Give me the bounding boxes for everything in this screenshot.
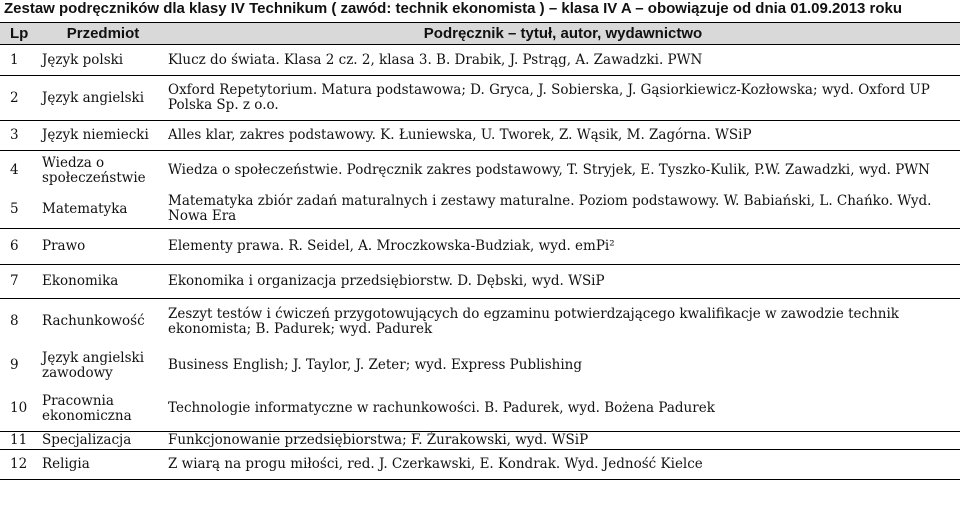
table-row	[0, 45, 960, 76]
row-subject: Wiedza o społeczeństwie	[42, 151, 166, 191]
table-row	[0, 121, 960, 151]
row-subject: Ekonomika	[42, 265, 166, 299]
row-subject: Język angielski	[42, 76, 166, 121]
row-book: Z wiarą na progu miłości, red. J. Czerkawski, E. Kondrak. Wyd. Jedność Kielce	[166, 450, 960, 480]
row-lp: 1	[0, 45, 42, 76]
row-lp: 6	[0, 229, 42, 265]
row-subject: Język angielski zawodowy	[42, 349, 145, 381]
row-book: Matematyka zbiór zadań maturalnych i zestawy maturalne. Poziom podstawowy. W. Babiański, L. Chańko. Wyd. Nowa Era	[166, 191, 960, 229]
row-subject: Język polski	[42, 45, 166, 76]
table-row	[0, 151, 960, 191]
row-lp: 4	[0, 151, 42, 191]
table-row	[0, 76, 960, 121]
row-lp: 5	[0, 191, 42, 229]
row-book: Technologie informatyczne w rachunkowości. B. Padurek, wyd. Bożena Padurek	[166, 387, 960, 432]
table-row	[0, 432, 960, 450]
header-book: Podręcznik – tytuł, autor, wydawnictwo	[166, 23, 960, 45]
row-book: Elementy prawa. R. Seidel, A. Mroczkowska-Budziak, wyd. emPi²	[166, 229, 960, 265]
row-subject: Matematyka	[42, 191, 166, 229]
header-subject: Przedmiot	[42, 23, 166, 45]
row-book: Wiedza o społeczeństwie. Podręcznik zakres podstawowy, T. Stryjek, E. Tyszko-Kulik, P.W. Zawadzki, wyd. PWN	[166, 151, 960, 191]
row-book: Zeszyt testów i ćwiczeń przygotowujących do egzaminu potwierdzającego kwalifikacje w zawodzie technik ekonomista; B. Padurek; wyd. Padurek	[166, 299, 960, 345]
row-lp: 2	[0, 76, 42, 121]
row-lp: 3	[0, 121, 42, 151]
textbook-table	[0, 22, 960, 480]
table-row	[0, 265, 960, 299]
row-subject: Pracownia ekonomiczna	[42, 387, 166, 432]
row-lp: 11	[0, 432, 42, 450]
header-lp: Lp	[0, 23, 42, 45]
row-lp: 10	[0, 387, 42, 432]
row-book: Alles klar, zakres podstawowy. K. Łuniewska, U. Tworek, Z. Wąsik, M. Zagórna. WSiP	[166, 121, 960, 151]
row-book: Funkcjonowanie przedsiębiorstwa; F. Żurakowski, wyd. WSiP	[166, 432, 960, 450]
row-lp: 8	[0, 299, 42, 345]
table-row	[0, 299, 960, 345]
table-row	[0, 345, 960, 387]
row-book: Business English; J. Taylor, J. Zeter; wyd. Express Publishing	[168, 357, 583, 373]
row-subject: Język niemiecki	[42, 121, 166, 151]
row-lp: 7	[0, 265, 42, 299]
row-book: Ekonomika i organizacja przedsiębiorstw. D. Dębski, wyd. WSiP	[166, 265, 960, 299]
row-book: Klucz do świata. Klasa 2 cz. 2, klasa 3. B. Drabik, J. Pstrąg, A. Zawadzki. PWN	[166, 45, 960, 76]
table-row	[0, 191, 960, 229]
document-title: Zestaw podręczników dla klasy IV Technikum ( zawód: technik ekonomista ) – klasa IV A – obowiązuje od dnia 01.09.2013 roku	[4, 0, 903, 17]
row-subject: Specjalizacja	[42, 432, 166, 450]
row-lp: 9	[10, 357, 19, 373]
row-subject: Rachunkowość	[42, 299, 166, 345]
table-row	[0, 450, 960, 480]
table-row	[0, 387, 960, 432]
row-book: Oxford Repetytorium. Matura podstawowa; D. Gryca, J. Sobierska, J. Gąsiorkiewicz-Kozłowska; wyd. Oxford UP Polska Sp. z o.o.	[166, 76, 960, 121]
row-lp: 12	[0, 450, 42, 480]
row-subject: Religia	[42, 450, 166, 480]
row-subject: Prawo	[42, 229, 166, 265]
table-header-row	[0, 23, 960, 45]
table-row	[0, 229, 960, 265]
